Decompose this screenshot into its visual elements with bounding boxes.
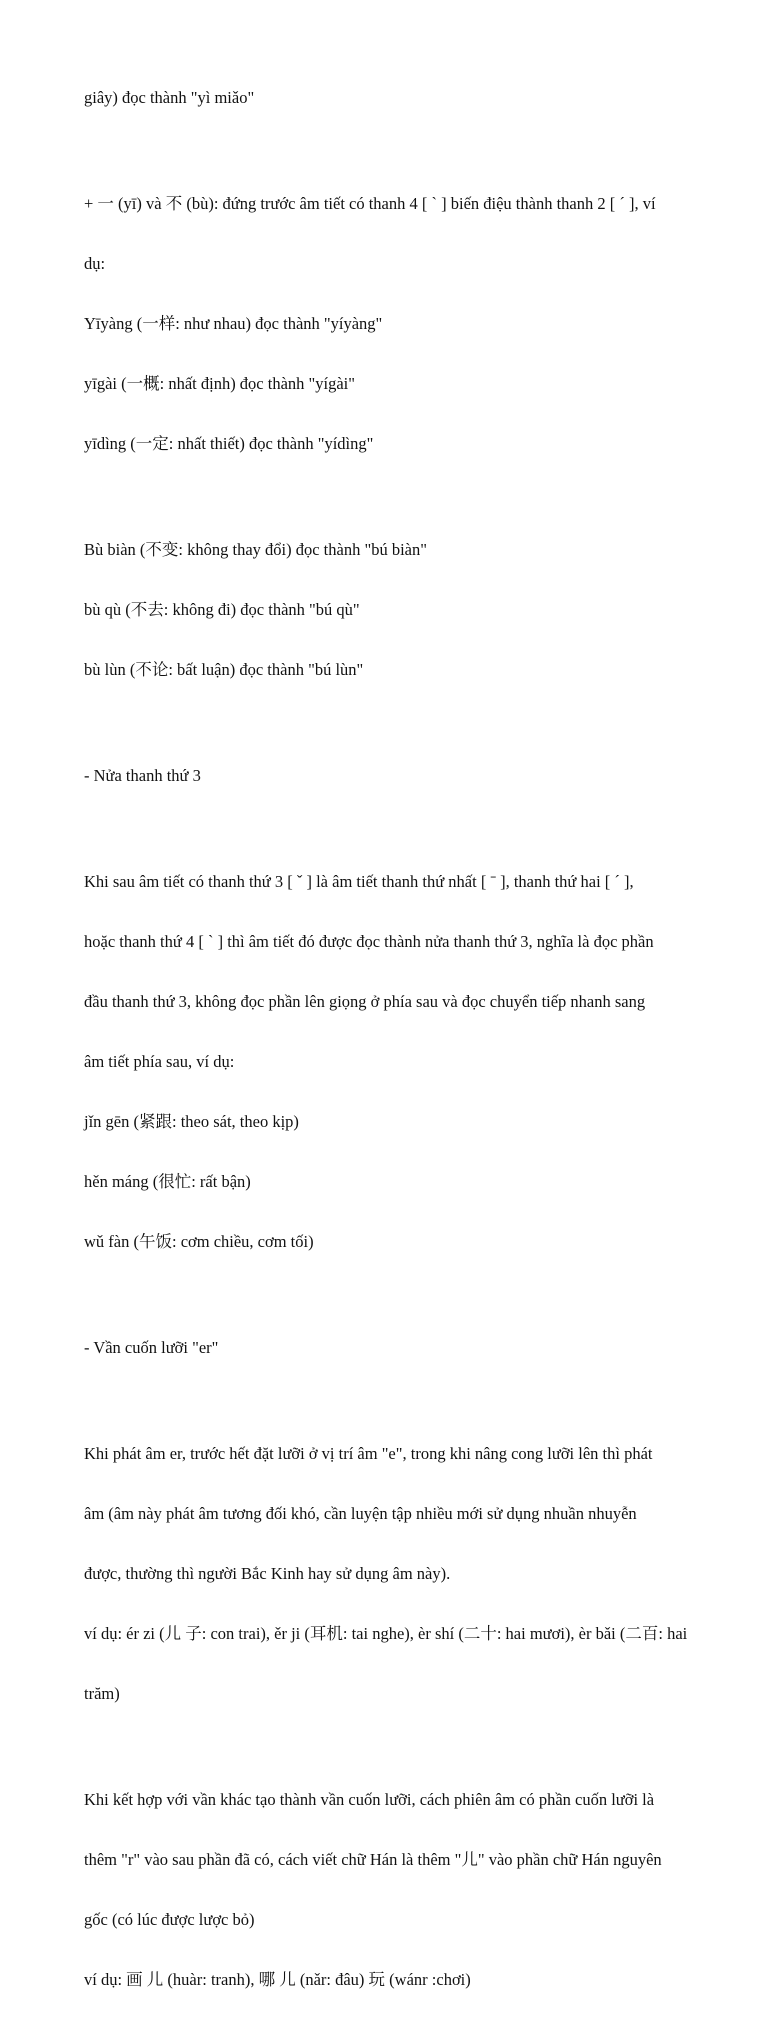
paragraph (84, 1404, 728, 1744)
text-line: yīgài (一概: nhất định) đọc thành "yígài" (84, 374, 356, 393)
paragraph (84, 500, 728, 720)
text-line: Khi phát âm er, trước hết đặt lưỡi ở vị trí âm "e", trong khi nâng cong lưỡi lên thì phát (84, 1444, 653, 1463)
text-line: Khi kết hợp với vần khác tạo thành vần cuốn lưỡi, cách phiên âm có phần cuốn lưỡi là (84, 1790, 655, 1809)
text-line: ví dụ: ér zi (儿 子: con trai), ěr ji (耳机: tai nghe), èr shí (二十: hai mươi), èr bǎi (二百: hai (84, 1624, 688, 1643)
text-line: thêm "r" vào sau phần đã có, cách viết chữ Hán là thêm "儿" vào phần chữ Hán nguyên (84, 1850, 662, 1869)
text-line: wǔ fàn (午饭: cơm chiều, cơm tối) (84, 1232, 314, 1251)
text-line: - Nửa thanh thứ 3 (84, 766, 201, 785)
text-line: Bù biàn (不变: không thay đổi) đọc thành "bú biàn" (84, 540, 427, 559)
text-line: được, thường thì người Bắc Kinh hay sử dụng âm này). (84, 1564, 451, 1583)
text-line: jǐn gēn (紧跟: theo sát, theo kịp) (84, 1112, 299, 1131)
text-line: hoặc thanh thứ 4 [ ` ] thì âm tiết đó được đọc thành nửa thanh thứ 3, nghĩa là đọc phần (84, 932, 654, 951)
text-line: yīdìng (一定: nhất thiết) đọc thành "yídìng" (84, 434, 374, 453)
paragraph (84, 48, 728, 148)
text-line: đầu thanh thứ 3, không đọc phần lên giọng ở phía sau và đọc chuyển tiếp nhanh sang (84, 992, 646, 1011)
paragraph (84, 1750, 728, 2030)
text-line: âm (âm này phát âm tương đối khó, cần luyện tập nhiều mới sử dụng nhuần nhuyễn (84, 1504, 637, 1523)
text-line: Khi sau âm tiết có thanh thứ 3 [ ˇ ] là âm tiết thanh thứ nhất [ ˉ ], thanh thứ hai [ ´ ], (84, 872, 634, 891)
text-line: âm tiết phía sau, ví dụ: (84, 1052, 235, 1071)
section-heading (84, 726, 728, 826)
section-heading (84, 1298, 728, 1398)
text-line: - Vần cuốn lưỡi "er" (84, 1338, 219, 1357)
text-line: hěn máng (很忙: rất bận) (84, 1172, 251, 1191)
paragraph (84, 832, 728, 1292)
text-line: trăm) (84, 1684, 120, 1703)
text-line: gốc (có lúc được lược bỏ) (84, 1910, 255, 1929)
text-line: + 一 (yī) và 不 (bù): đứng trước âm tiết có thanh 4 [ ` ] biến điệu thành thanh 2 [ ´ ], ví (84, 194, 656, 213)
text-line: ví dụ: 画 儿 (huàr: tranh), 哪 儿 (nǎr: đâu) 玩 (wánr :chơi) (84, 1970, 471, 1989)
text-line: bù lùn (不论: bất luận) đọc thành "bú lùn" (84, 660, 364, 679)
text-line: Yīyàng (一样: như nhau) đọc thành "yíyàng" (84, 314, 383, 333)
text-line: dụ: (84, 254, 106, 273)
text-line: bù qù (不去: không đi) đọc thành "bú qù" (84, 600, 360, 619)
text-line: giây) đọc thành "yì miǎo" (84, 88, 255, 107)
paragraph (84, 154, 728, 494)
